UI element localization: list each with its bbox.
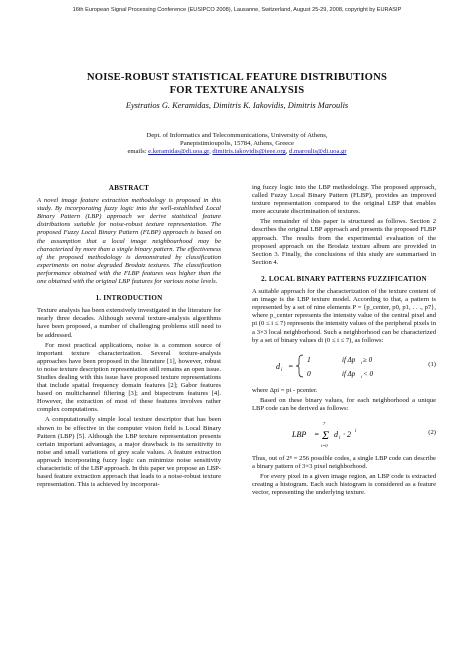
eq2-upper-limit: 7 xyxy=(323,420,326,426)
eq2-lower-limit: i=0 xyxy=(321,442,328,448)
intro-paragraph-1: Texture analysis has been extensively investigated in the literature for nearly three decades. Although several texture-analysis algorithms have been proposed, a number of challenging problems still need to be addressed. xyxy=(37,307,221,339)
section-2-paragraph-4: For every pixel in a given image region, an LBP code is extracted creating a histogram. Each such histogram is considered as a feature vector, representing the underlying texture. xyxy=(252,473,436,497)
eq1-case2-condition: if Δp xyxy=(342,369,356,378)
delta-definition: where Δpi = pi - pcenter. xyxy=(252,386,318,394)
right-paragraph-1: ing fuzzy logic into the LBP methodology. The proposed approach, called Fuzzy Local Binary Pattern (FLBP), provides an improved texture representation compared to the original LBP that enables more accurate discrimination of textures. xyxy=(252,184,436,216)
affiliation-line-1: Dept. of Informatics and Telecommunications, University of Athens, xyxy=(146,132,328,139)
email-link-1[interactable]: e.keramidas@di.uoa.gr xyxy=(148,148,210,156)
eq2-exponent: i xyxy=(355,428,357,434)
abstract-text: A novel image feature extraction methodology is proposed in this study. By incorporating fuzzy logic into the well-established Local Binary Pattern (LBP) approach we derive statistical feature distributions suitable for noise-robust texture representation. The proposed Fuzzy Local Binary Pattern (FLBP) approach is based on the assumption that a local image neighbourhood may be characterized by more than a single binary pattern. The effectiveness of the proposed methodology is demonstrated by classification experiments on noise degraded Brodatz textures. The classification performance obtained with the FLBP features was higher than the one obtained with the original LBP features for various noise levels. xyxy=(37,197,221,286)
email-separator: , xyxy=(209,148,213,156)
conference-header: 16th European Signal Processing Conference (EUSIPCO 2008), Lausanne, Switzerland, August 25-29, 2008, copyright by EURASIP xyxy=(72,7,402,13)
section-2-paragraph-3: Thus, out of 2⁸ = 256 possible codes, a single LBP code can describe a binary pattern of 3×3 pixel neighborhood. xyxy=(252,454,436,471)
authors: Eystratios G. Keramidas, Dimitris K. Iakovidis, Dimitris Maroulis xyxy=(125,101,349,110)
equation-2 xyxy=(252,417,436,451)
affiliation-line-2: Panepistimioupolis, 15784, Athens, Greece xyxy=(180,140,294,148)
section-2-paragraph-1: A suitable approach for the characterization of the texture content of an image is the LBP texture model. According to that, a pattern is represented by a set of nine elements P = {p_center, p0, p1, . . ., p7}, where p_center represents the intensity value of the central pixel and pi (0 ≤ i ≤ 7) represents the intensity values of the peripheral pixels in a 3×3 local neighborhood. Such a neighborhood can be characterized by a set of binary values di (0 ≤ i ≤ 7), as follows: xyxy=(252,288,436,344)
introduction-heading: 1. INTRODUCTION xyxy=(95,294,163,303)
equation-1 xyxy=(252,349,436,383)
eq1-case2-relation: < 0 xyxy=(363,369,373,378)
title-line-2: FOR TEXTURE ANALYSIS xyxy=(169,84,305,96)
emails-prefix: emails: xyxy=(127,148,149,156)
right-paragraph-2: The remainder of this paper is structured as follows. Section 2 describes the original LBP approach and presents the proposed FLBP approach. The results from the experimental evaluation of the proposed approach on the Brodatz texture album are provided in Section 3. Finally, the conclusions of this study are summarised in Section 4. xyxy=(252,218,436,266)
section-2-heading: 2. LOCAL BINARY PATTERNS FUZZIFICATION xyxy=(261,274,427,283)
eq1-case1-value: 1 xyxy=(307,354,311,364)
paper-title xyxy=(40,72,434,97)
eq1-case1-relation: ≥ 0 xyxy=(363,355,373,364)
equation-2-graphic xyxy=(290,417,440,451)
eq1-sub: i xyxy=(281,367,283,373)
eq2-d-sub: i xyxy=(339,435,341,441)
title-line-1: NOISE-ROBUST STATISTICAL FEATURE DISTRIBUTIONS xyxy=(86,72,388,83)
email-link-3[interactable]: d.maroulis@di.uoa.gr xyxy=(289,148,347,156)
eq2-two: · 2 xyxy=(343,429,351,439)
email-link-2[interactable]: dimitris.iakovidis@ieee.org xyxy=(212,148,286,156)
eq1-lhs: d xyxy=(276,361,280,371)
right-column xyxy=(252,184,436,499)
email-separator: , xyxy=(285,148,290,156)
equation-1-number: (1) xyxy=(428,360,436,368)
email-line xyxy=(40,148,434,156)
eq1-case2-sub: i xyxy=(361,373,363,379)
eq1-brace xyxy=(296,355,303,377)
left-column xyxy=(37,184,221,491)
eq2-lhs: LBP xyxy=(292,429,307,439)
section-2-paragraph-2: Based on these binary values, for each neighborhood a unique LBP code can be derived as follows: xyxy=(252,396,436,412)
eq2-sum: Σ xyxy=(322,427,330,442)
eq1-case1-condition: if Δp xyxy=(342,355,356,364)
abstract-heading: ABSTRACT xyxy=(108,184,150,192)
eq2-d: d xyxy=(334,429,338,439)
intro-paragraph-3: A computationally simple local texture descriptor that has been shown to be effective in the computer vision field is Local Binary Pattern (LBP) [5]. Although the LBP texture representation presents certain important advantages, a major drawback is its sensitivity to noise and small variations of grey scale values. A feature extraction approach incorporating fuzzy logic can minimize noise sensitivity characteristic of the LBP approach. In this paper we propose an LBP-based feature extraction approach that leads to a noise-robust texture representation. This is achieved by incorporat- xyxy=(37,416,221,489)
eq1-case1-sub: i xyxy=(361,359,363,365)
eq2-equals: = xyxy=(314,429,320,439)
eq1-case2-value: 0 xyxy=(307,368,311,378)
eq1-equals: = xyxy=(288,361,294,371)
equation-1-graphic xyxy=(274,349,424,383)
affiliation xyxy=(40,132,434,157)
intro-paragraph-2: For most practical applications, noise is a common source of important texture characterization. Several texture-analysis approaches have been proposed in the literature [1], however, robust to noise texture description representation still remains an open issue. Studies dealing with this issue have proposed texture representations that include spatial frequency domain features [2]; Gabor features based on multichannel filtering [3]; and bispectrum features [4]. However, the extraction of most of these features involves rather complex computations. xyxy=(37,341,221,414)
equation-2-number: (2) xyxy=(428,428,436,436)
